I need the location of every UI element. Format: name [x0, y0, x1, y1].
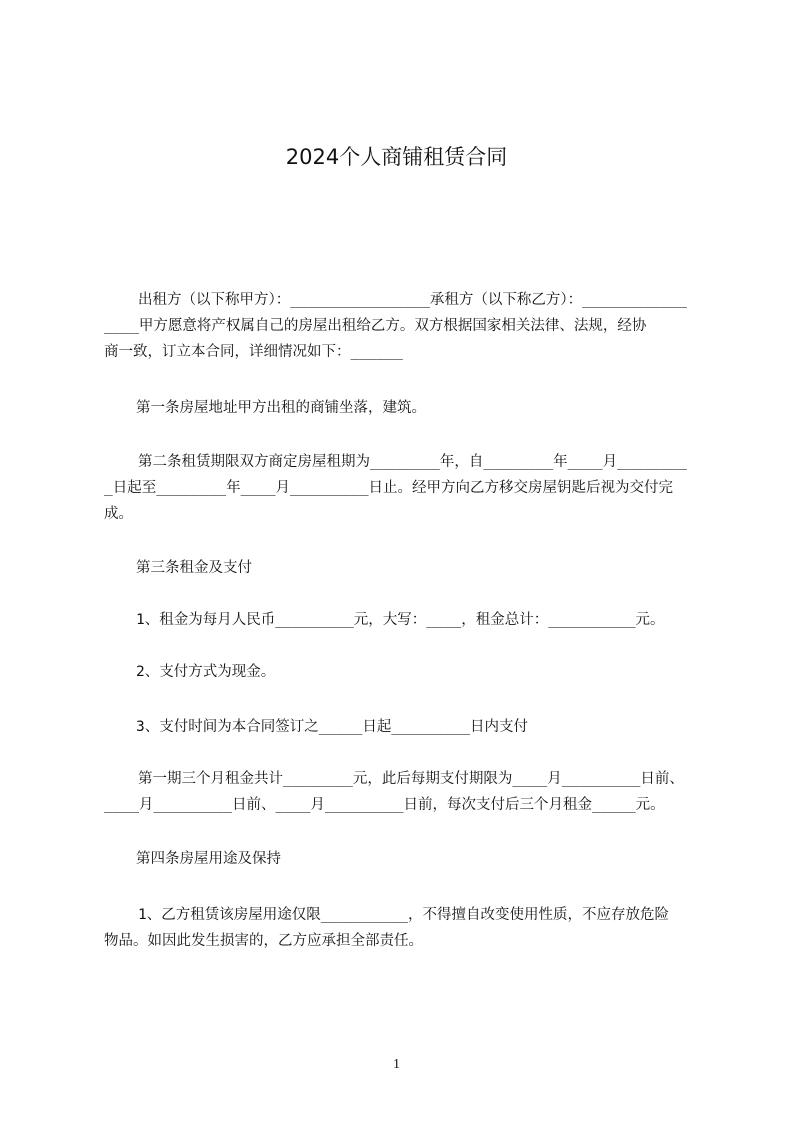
paragraph-article-1 [104, 395, 696, 421]
paragraph-line: 出租方（以下称甲方）：________________承租方（以下称乙方）：____________ [138, 292, 687, 308]
paragraph-article-3 [104, 555, 696, 581]
paragraph-line: 第四条房屋用途及保持 [136, 851, 281, 867]
paragraph-article-2 [104, 449, 696, 527]
paragraph-line: ____甲方愿意将产权属自己的房屋出租给乙方。双方根据国家相关法律、法规，经协 [104, 318, 647, 334]
document-title: 2024个人商铺租赁合同 [285, 145, 508, 169]
paragraph-usage [104, 902, 696, 954]
page-number: 1 [393, 1057, 400, 1072]
paragraph-line: ____月_________日前、____月_________日前，每次支付后三个月租金_____元。 [104, 797, 665, 813]
paragraph-line: 1、乙方租赁该房屋用途仅限__________，不得擅自改变使用性质，不应存放危险 [138, 907, 670, 923]
paragraph-line: 第一期三个月租金共计________元，此后每期支付期限为____月_________日前、 [138, 771, 684, 787]
paragraph-line: 成。 [104, 506, 133, 522]
paragraph-line: 第一条房屋地址甲方出租的商铺坐落，建筑。 [136, 400, 426, 416]
paragraph-line: 1、租金为每月人民币_________元，大写：____，租金总计：__________元。 [136, 612, 665, 628]
paragraph-payment-time [104, 714, 696, 740]
paragraph-parties [104, 287, 696, 365]
paragraph-line: 第二条租赁期限双方商定房屋租期为________年，自________年____月________ [138, 454, 687, 470]
paragraph-line: 2、支付方式为现金。 [136, 664, 276, 680]
paragraph-rent-amount [104, 607, 696, 633]
paragraph-line: 第三条租金及支付 [136, 560, 252, 576]
paragraph-line: _日起至________年____月_________日止。经甲方向乙方移交房屋钥匙后视为交付完 [104, 480, 674, 496]
paragraph-line: 3、支付时间为本合同签订之_____日起_________日内支付 [136, 719, 528, 735]
paragraph-line: 物品。如因此发生损害的，乙方应承担全部责任。 [104, 933, 423, 949]
paragraph-payment-method [104, 659, 696, 685]
paragraph-payment-schedule [104, 766, 696, 818]
paragraph-article-4 [104, 846, 696, 872]
paragraph-line: 商一致，订立本合同，详细情况如下：______ [104, 344, 403, 360]
